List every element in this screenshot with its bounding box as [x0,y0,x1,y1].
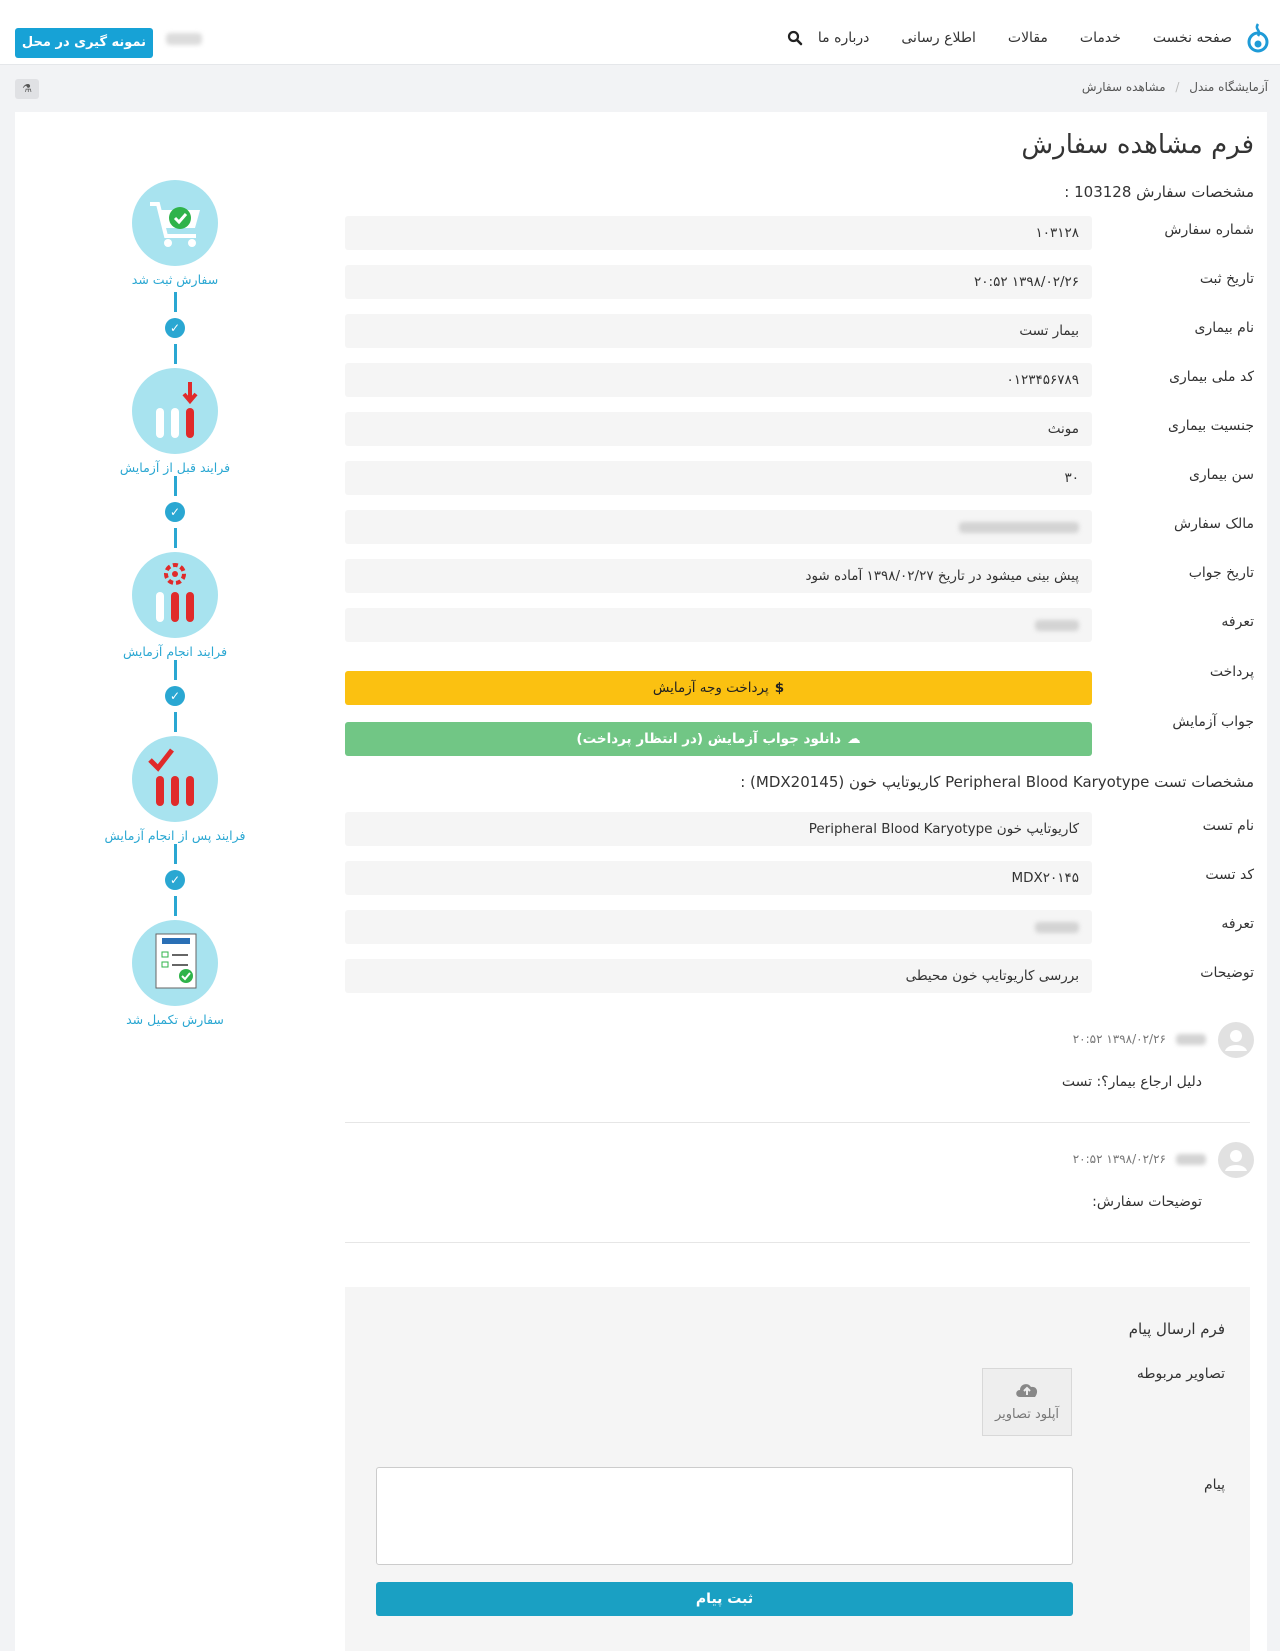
test-tubes-check-icon [132,736,218,822]
field-value-order-number: ۱۰۳۱۲۸ [345,216,1092,250]
check-icon: ✓ [165,686,185,706]
step-connector [174,476,177,496]
breadcrumb-separator: / [1175,80,1180,94]
comment-meta [1073,1032,1206,1046]
field-label-order-owner: مالک سفارش [1174,516,1254,532]
nav-articles[interactable]: مقالات [1007,30,1048,46]
step-connector [174,896,177,916]
step-connector [174,660,177,680]
step-pre-test [100,368,250,475]
step-order-completed [100,920,250,1027]
field-label-registration-date: تاریخ ثبت [1199,271,1254,287]
field-label-national-id: کد ملی بیماری [1169,369,1254,385]
download-result-label: دانلود جواب آزمایش (در انتظار پرداخت) [576,731,842,747]
comment-text: دلیل ارجاع بیمار؟: تست [1061,1074,1202,1090]
message-form-title: فرم ارسال پیام [1128,1320,1225,1338]
check-icon: ✓ [165,318,185,338]
step-connector [174,344,177,364]
comment-time: ۱۳۹۸/۰۲/۲۶ ۲۰:۵۲ [1072,1032,1166,1046]
nav-about[interactable]: درباره ما [817,30,870,46]
field-value-result-date: پیش بینی میشود در تاریخ ۱۳۹۸/۰۲/۲۷ آماده شود [345,559,1092,593]
field-label-test-code: کد تست [1205,867,1254,883]
report-check-icon [132,920,218,1006]
message-label: پیام [1203,1477,1225,1493]
flask-icon[interactable]: ⚗ [15,79,39,99]
pay-button-label: پرداخت وجه آزمایش [652,680,769,696]
page-title: فرم مشاهده سفارش [1021,130,1254,160]
main-nav [818,30,1232,46]
avatar [1218,1022,1254,1058]
field-label-patient-name: نام بیماری [1194,320,1254,336]
field-value-gender: مونث [345,412,1092,446]
check-icon: ✓ [165,870,185,890]
test-heading: مشخصات تست Peripheral Blood Karyotype کاریوتایپ خون (MDX20145) : [740,773,1254,791]
step-label: سفارش ثبت شد [131,272,219,287]
comment-text: توضیحات سفارش: [1092,1194,1202,1210]
divider [345,1242,1250,1243]
blurred-owner [959,522,1079,533]
step-connector [174,292,177,312]
pay-button[interactable] [345,671,1092,705]
search-icon[interactable] [787,30,803,46]
field-value-age: ۳۰ [345,461,1092,495]
comment-meta [1073,1152,1206,1166]
step-label: سفارش تکمیل شد [126,1012,224,1027]
comment-item [349,1022,1254,1112]
nav-home[interactable]: صفحه نخست [1152,30,1232,46]
field-value-order-owner [345,510,1092,544]
comment-time: ۱۳۹۸/۰۲/۲۶ ۲۰:۵۲ [1072,1152,1166,1166]
field-value-test-tariff [345,910,1092,944]
field-value-registration-date: ۱۳۹۸/۰۲/۲۶ ۲۰:۵۲ [345,265,1092,299]
upload-images-button[interactable] [982,1368,1072,1436]
cloud-upload-icon [1013,1379,1041,1399]
check-icon: ✓ [165,502,185,522]
nav-services[interactable]: خدمات [1079,30,1121,46]
user-icon [1218,1022,1254,1058]
order-heading: مشخصات سفارش 103128 : [1064,183,1254,201]
submit-message-button[interactable]: ثبت پیام [376,1582,1073,1616]
step-order-registered [100,180,250,287]
step-connector [174,844,177,864]
step-testing [100,552,250,659]
breadcrumb-home[interactable]: آزمایشگاه مندل [1189,80,1268,94]
step-label: فرایند قبل از آزمایش [119,460,231,475]
payment-label: پرداخت [1209,664,1254,680]
order-progress-steps [100,180,250,1080]
comment-item [349,1142,1254,1232]
step-label: فرایند انجام آزمایش [122,644,228,659]
breadcrumb [1082,80,1268,94]
breadcrumb-current: مشاهده سفارش [1081,80,1166,94]
field-label-order-number: شماره سفارش [1164,222,1254,238]
field-value-test-name: کاریوتایپ خون Peripheral Blood Karyotype [345,812,1092,846]
download-result-button[interactable] [345,722,1092,756]
cloud-download-icon: ☁ [847,731,861,747]
field-value-patient-name: بیمار تست [345,314,1092,348]
field-label-age: سن بیماری [1188,467,1254,483]
field-label-description: توضیحات [1200,965,1254,981]
step-connector [174,528,177,548]
step-connector [174,712,177,732]
step-label: فرایند پس از انجام آزمایش [104,828,246,843]
test-tubes-arrow-icon [132,368,218,454]
nav-announcements[interactable]: اطلاع رسانی [901,30,976,46]
field-label-tariff: تعرفه [1221,614,1254,630]
field-value-test-code: MDX۲۰۱۴۵ [345,861,1092,895]
blurred-author [1176,1034,1206,1045]
blurred-tariff [1035,620,1079,631]
blurred-test-tariff [1035,922,1079,933]
result-label: جواب آزمایش [1172,714,1254,730]
logo-icon[interactable] [1246,22,1270,56]
upload-images-label: آپلود تصاویر [994,1407,1060,1422]
field-label-test-name: نام تست [1202,818,1254,834]
field-label-test-tariff: تعرفه [1221,916,1254,932]
field-value-tariff [345,608,1092,642]
user-icon [1218,1142,1254,1178]
test-tubes-gear-icon [132,552,218,638]
field-value-description: بررسی کاریوتایپ خون محیطی [345,959,1092,993]
step-post-test [100,736,250,843]
dollar-icon: $ [774,680,785,696]
home-sampling-button[interactable]: نمونه گیری در محل [15,28,153,58]
avatar [1218,1142,1254,1178]
cart-check-icon [132,180,218,266]
field-label-gender: جنسیت بیماری [1168,418,1254,434]
user-name-blurred [166,33,202,45]
field-label-result-date: تاریخ جواب [1188,565,1254,581]
field-value-national-id: ۰۱۲۳۴۵۶۷۸۹ [345,363,1092,397]
message-textarea[interactable] [376,1467,1073,1565]
blurred-author [1176,1154,1206,1165]
images-label: تصاویر مربوطه [1136,1366,1225,1382]
divider [345,1122,1250,1123]
top-navbar [0,0,1280,65]
